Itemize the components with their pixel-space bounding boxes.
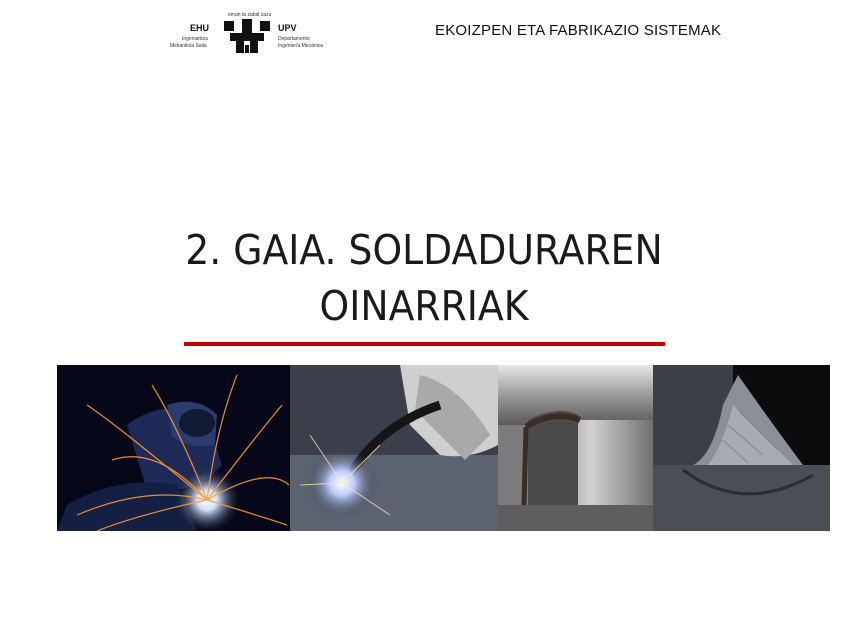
logo-left-line2: Mekanikoa Saila [170,43,207,49]
photo-tube-joint [498,365,653,531]
welding-photo-strip [57,365,830,531]
logo-left-line1: Ingeniaritza [182,36,208,42]
photo-torch-arc [290,365,498,531]
slide-title-line1: 2. GAIA. SOLDADURAREN [185,226,663,274]
title-underline [184,342,665,346]
slide-title-line2: OINARRIAK [319,282,529,330]
logo-right-abbr: UPV [278,23,297,33]
university-logo [168,12,338,56]
slide-title [126,222,722,334]
logo-emblem-icon [222,17,272,55]
logo-left-abbr: EHU [190,23,210,33]
logo-right-line1: Departamento [278,36,310,42]
photo-weld-cross-section [653,365,830,531]
photo-welder-sparks [57,365,290,531]
logo-right-line2: Ingeniería Mecánica [278,43,324,49]
course-title: EKOIZPEN ETA FABRIKAZIO SISTEMAK [435,22,722,39]
logo-tagline: eman ta zabal zazu [228,12,272,18]
